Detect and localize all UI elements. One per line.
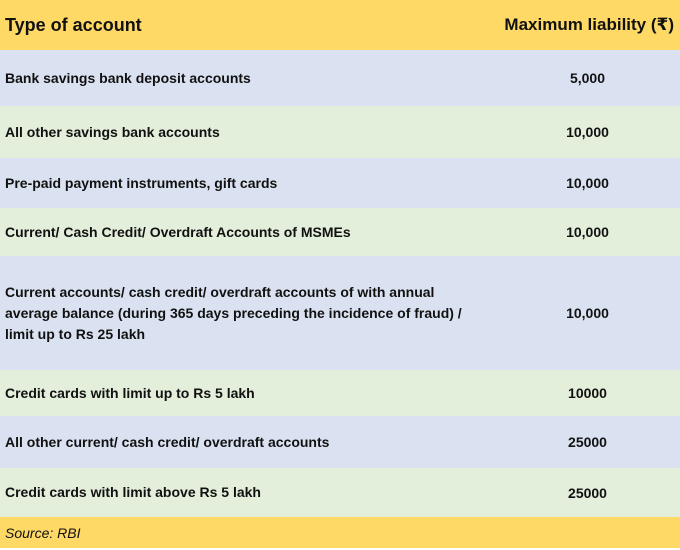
table-footer xyxy=(0,517,680,548)
table-row xyxy=(0,106,680,158)
account-type-cell: Current/ Cash Credit/ Overdraft Accounts of MSMEs xyxy=(5,223,351,240)
column-header-liability: Maximum liability (₹) xyxy=(504,15,674,34)
liability-cell: 10,000 xyxy=(566,305,609,321)
liability-cell: 10,000 xyxy=(566,175,609,191)
liability-cell: 25000 xyxy=(568,434,607,450)
liability-cell: 10,000 xyxy=(566,224,609,240)
account-type-cell: Current accounts/ cash credit/ overdraft accounts of with annual average balance (during 365 days preceding the incidence of fraud) / limit up to Rs 25 lakh xyxy=(5,283,462,342)
table-row xyxy=(0,256,680,370)
liability-cell: 5,000 xyxy=(569,70,606,86)
account-type-cell: Bank savings bank deposit accounts xyxy=(5,69,251,86)
table-row xyxy=(0,468,680,517)
table-row xyxy=(0,370,680,416)
account-type-cell: Pre-paid payment instruments, gift cards xyxy=(5,174,278,191)
account-type-cell: All other current/ cash credit/ overdraft accounts xyxy=(5,433,330,450)
source-note: Source: RBI xyxy=(5,524,81,541)
table-row xyxy=(0,208,680,256)
liability-cell: 10,000 xyxy=(566,124,609,140)
account-type-cell: Credit cards with limit above Rs 5 lakh xyxy=(5,484,261,500)
account-type-cell: Credit cards with limit up to Rs 5 lakh xyxy=(5,384,255,401)
account-type-cell: All other savings bank accounts xyxy=(5,123,220,140)
table-row xyxy=(0,158,680,208)
table-row xyxy=(0,50,680,106)
table-header xyxy=(0,0,680,50)
liability-cell: 25000 xyxy=(568,484,607,501)
liability-cell: 10000 xyxy=(568,385,607,401)
column-header-type: Type of account xyxy=(5,14,142,35)
table-row xyxy=(0,416,680,468)
